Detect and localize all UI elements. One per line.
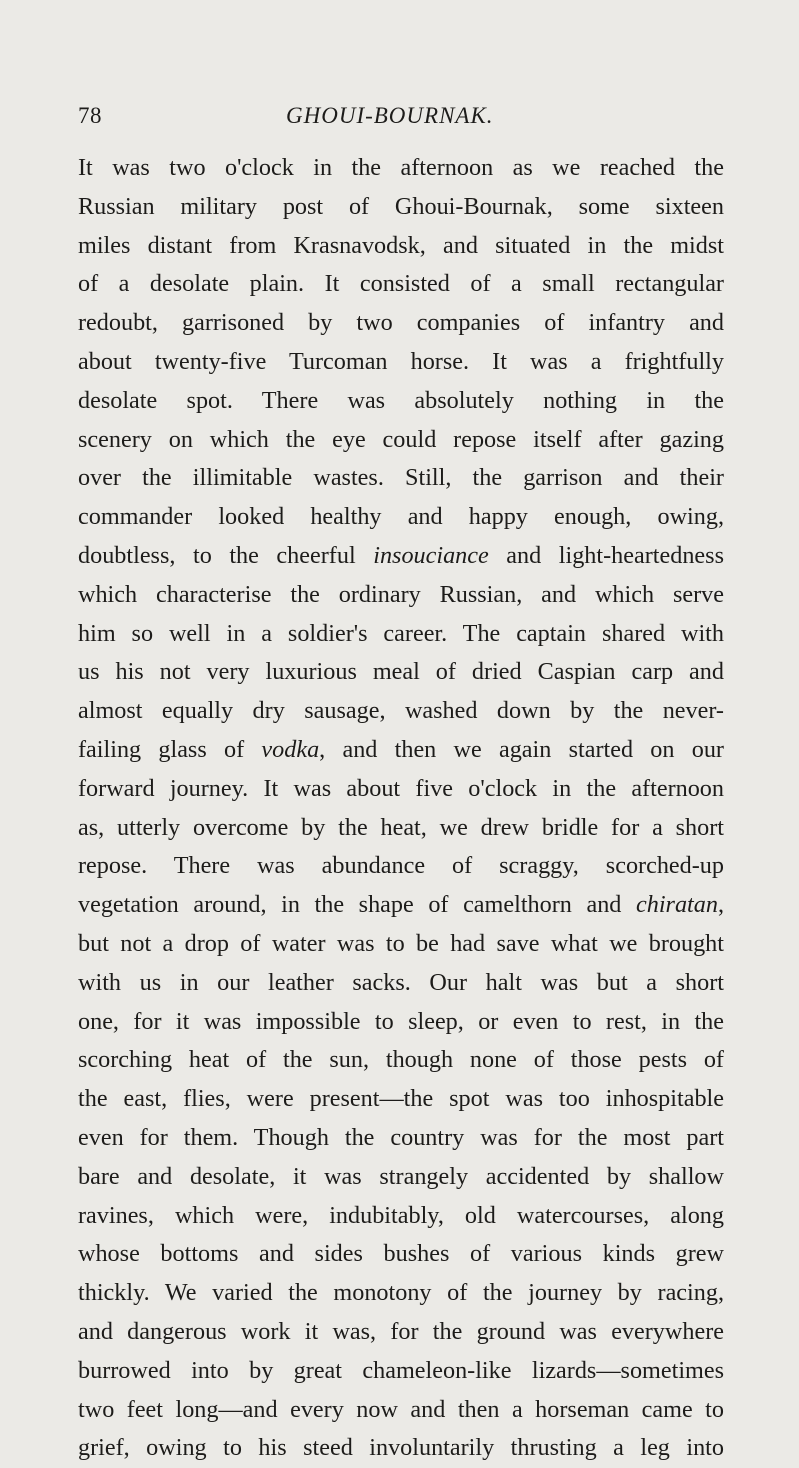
text-line xyxy=(78,382,724,421)
text-line xyxy=(78,692,724,731)
text-segment: burrowed into by great chameleon-like lizards—sometimes xyxy=(78,1356,724,1384)
text-segment: grief, owing to his steed involuntarily thrusting a leg into xyxy=(78,1434,724,1462)
text-segment: with us in our leather sacks. Our halt was but a short xyxy=(78,968,724,996)
text-line xyxy=(78,188,724,227)
text-segment: and dangerous work it was, for the ground was everywhere xyxy=(78,1317,724,1345)
text-segment: desolate spot. There was absolutely nothing in the xyxy=(78,386,724,414)
text-segment: commander looked healthy and happy enough, owing, xyxy=(78,503,724,531)
text-line xyxy=(78,576,724,615)
text-segment: scenery on which the eye could repose itself after gazing xyxy=(78,425,724,453)
text-segment: whose bottoms and sides bushes of various kinds grew xyxy=(78,1240,724,1268)
text-segment: forward journey. It was about five o'clock in the afternoon xyxy=(78,774,724,802)
text-segment: us his not very luxurious meal of dried Caspian carp and xyxy=(78,658,724,686)
text-line xyxy=(78,1158,724,1197)
text-segment: vegetation around, in the shape of camelthorn and xyxy=(78,891,636,919)
text-segment: thickly. We varied the monotony of the journey by racing, xyxy=(78,1279,724,1307)
text-segment: repose. There was abundance of scraggy, scorched-up xyxy=(78,852,724,880)
text-line xyxy=(78,886,724,925)
page-number: 78 xyxy=(78,103,102,128)
text-line xyxy=(78,1313,724,1352)
text-segment: Russian military post of Ghoui-Bournak, some sixteen xyxy=(78,192,724,220)
text-segment: even for them. Though the country was for the most part xyxy=(78,1123,724,1151)
text-line xyxy=(78,1041,724,1080)
text-line xyxy=(78,537,724,576)
text-line xyxy=(78,1197,724,1236)
text-segment: It was two o'clock in the afternoon as we reached the xyxy=(78,154,724,181)
text-line xyxy=(78,459,724,498)
text-line xyxy=(78,1003,724,1042)
text-line xyxy=(78,304,724,343)
body-paragraph xyxy=(78,149,724,1468)
text-segment: scorching heat of the sun, though none of those pests of xyxy=(78,1046,724,1074)
italic-phrase: insouciance xyxy=(373,541,489,569)
text-segment: but not a drop of water was to be had save what we brought xyxy=(78,929,724,957)
text-line xyxy=(78,615,724,654)
text-line xyxy=(78,227,724,266)
text-segment: about twenty-five Turcoman horse. It was a frightfully xyxy=(78,347,724,375)
text-segment: ravines, which were, indubitably, old watercourses, along xyxy=(78,1201,724,1229)
text-line xyxy=(78,731,724,770)
text-segment: two feet long—and every now and then a horseman came to xyxy=(78,1395,724,1423)
text-line xyxy=(78,421,724,460)
text-line xyxy=(78,809,724,848)
text-line xyxy=(78,1391,724,1430)
text-line xyxy=(78,925,724,964)
text-line xyxy=(78,653,724,692)
text-segment: and light-heartedness xyxy=(488,541,724,569)
text-segment: redoubt, garrisoned by two companies of infantry and xyxy=(78,309,724,337)
text-segment: as, utterly overcome by the heat, we drew bridle for a short xyxy=(78,813,724,841)
text-segment: him so well in a soldier's career. The captain shared with xyxy=(78,619,724,647)
page-header xyxy=(78,103,722,137)
text-line xyxy=(78,1352,724,1391)
text-line xyxy=(78,1235,724,1274)
text-line xyxy=(78,343,724,382)
text-line xyxy=(78,770,724,809)
text-segment: of a desolate plain. It consisted of a small rectangular xyxy=(78,270,724,298)
text-line xyxy=(78,964,724,1003)
text-segment: one, for it was impossible to sleep, or even to rest, in the xyxy=(78,1007,724,1035)
text-segment: miles distant from Krasnavodsk, and situated in the midst xyxy=(78,231,724,259)
text-line xyxy=(78,498,724,537)
text-segment: failing glass of xyxy=(78,735,262,763)
text-segment: doubtless, to the cheerful xyxy=(78,541,374,569)
italic-phrase: vodka xyxy=(261,735,320,763)
text-segment: over the illimitable wastes. Still, the garrison and their xyxy=(78,464,724,492)
text-line xyxy=(78,1429,724,1468)
text-segment: the east, flies, were present—the spot was too inhospitable xyxy=(78,1085,724,1113)
text-line xyxy=(78,1080,724,1119)
text-segment: almost equally dry sausage, washed down by the never- xyxy=(78,697,724,725)
text-segment: which characterise the ordinary Russian, and which serve xyxy=(78,580,724,608)
text-segment: , xyxy=(717,891,724,919)
text-segment: bare and desolate, it was strangely accidented by shallow xyxy=(78,1162,724,1190)
text-segment: , and then we again started on our xyxy=(319,735,724,763)
running-head: GHOUI-BOURNAK. xyxy=(286,103,494,128)
text-line xyxy=(78,1119,724,1158)
text-line xyxy=(78,847,724,886)
italic-phrase: chiratan xyxy=(635,891,718,919)
text-line xyxy=(78,1274,724,1313)
text-line xyxy=(78,149,724,188)
text-line xyxy=(78,265,724,304)
